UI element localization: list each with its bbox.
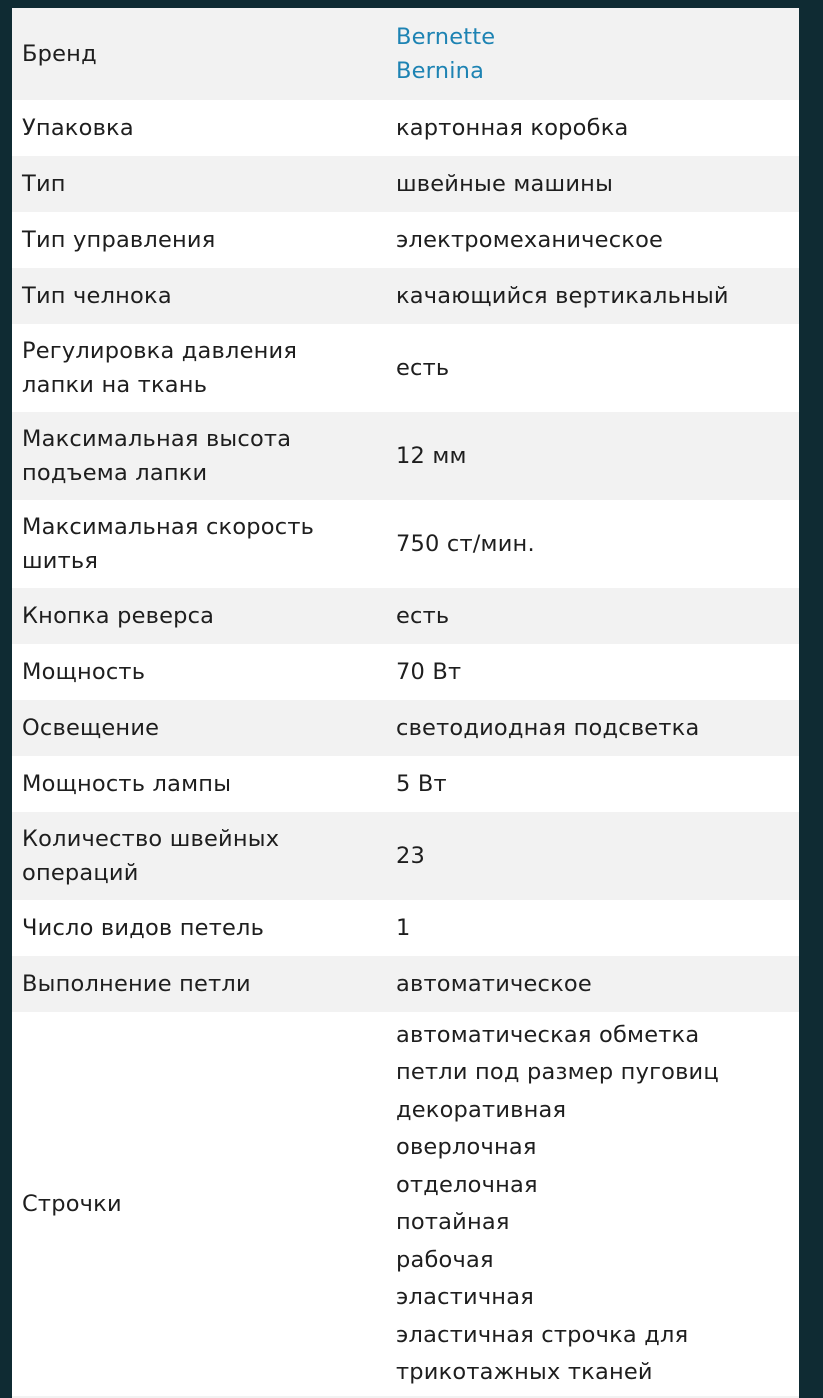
spec-value: 23 xyxy=(396,843,426,869)
stitch-item: эластичная строчка для xyxy=(396,1321,689,1348)
spec-row-foot-pressure xyxy=(12,324,799,412)
spec-label: Количество швейных операций xyxy=(22,826,280,886)
spec-value xyxy=(396,20,799,88)
spec-row-lamp-power xyxy=(12,756,799,812)
spec-value: швейные машины xyxy=(396,171,614,197)
spec-row-brand xyxy=(12,8,799,100)
stitch-item: трикотажных тканей xyxy=(396,1359,653,1385)
spec-label: Регулировка давления лапки на ткань xyxy=(22,338,298,398)
spec-row-buttonhole-types xyxy=(12,900,799,956)
spec-row-packaging xyxy=(12,100,799,156)
spec-label: Максимальная скорость шитья xyxy=(22,514,315,574)
brand-link-bernina[interactable]: Bernina xyxy=(396,58,485,84)
spec-row-buttonhole-mode xyxy=(12,956,799,1012)
spec-label: Строчки xyxy=(22,1191,122,1217)
stitch-item: отделочная xyxy=(396,1171,538,1198)
spec-label: Мощность лампы xyxy=(22,771,232,797)
spec-row-max-speed xyxy=(12,500,799,588)
spec-row-foot-height xyxy=(12,412,799,500)
spec-value: есть xyxy=(396,603,450,629)
spec-label: Бренд xyxy=(22,41,97,67)
spec-row-reverse-button xyxy=(12,588,799,644)
spec-label: Тип управления xyxy=(22,227,216,253)
stitch-item: рабочая xyxy=(396,1246,494,1273)
spec-row-power xyxy=(12,644,799,700)
spec-label: Число видов петель xyxy=(22,915,265,941)
brand-link-bernette[interactable]: Bernette xyxy=(396,24,496,50)
spec-value: 750 ст/мин. xyxy=(396,531,535,557)
spec-row-shuttle-type xyxy=(12,268,799,324)
spec-value: электромеханическое xyxy=(396,227,664,253)
spec-value: 5 Вт xyxy=(396,771,447,797)
spec-row-stitches xyxy=(12,1012,799,1396)
spec-value: 12 мм xyxy=(396,443,467,469)
spec-value: автоматическое xyxy=(396,971,592,997)
stitch-item: петли под размер пуговиц xyxy=(396,1059,719,1085)
spec-value-list xyxy=(396,1017,799,1392)
spec-row-operations-count xyxy=(12,812,799,900)
spec-value: есть xyxy=(396,355,450,381)
spec-label: Максимальная высота подъема лапки xyxy=(22,426,292,486)
spec-value: качающийся вертикальный xyxy=(396,283,729,309)
spec-label: Мощность xyxy=(22,659,146,685)
spec-value: картонная коробка xyxy=(396,115,629,141)
spec-row-type xyxy=(12,156,799,212)
spec-value: 70 Вт xyxy=(396,659,462,685)
spec-value: 1 xyxy=(396,915,411,941)
stitch-item: декоративная xyxy=(396,1096,567,1123)
spec-row-lighting xyxy=(12,700,799,756)
stitch-item: автоматическая обметка xyxy=(396,1021,700,1048)
specs-table xyxy=(12,8,799,1398)
spec-label: Кнопка реверса xyxy=(22,603,215,629)
spec-label: Освещение xyxy=(22,715,160,741)
spec-value: светодиодная подсветка xyxy=(396,715,700,741)
spec-label: Упаковка xyxy=(22,115,134,141)
stitch-item: оверлочная xyxy=(396,1134,537,1160)
stitch-item: эластичная xyxy=(396,1284,534,1310)
spec-label: Тип челнока xyxy=(22,283,172,309)
spec-label: Выполнение петли xyxy=(22,971,251,997)
spec-label: Тип xyxy=(22,171,66,197)
stitch-item: потайная xyxy=(396,1209,510,1235)
spec-row-control-type xyxy=(12,212,799,268)
